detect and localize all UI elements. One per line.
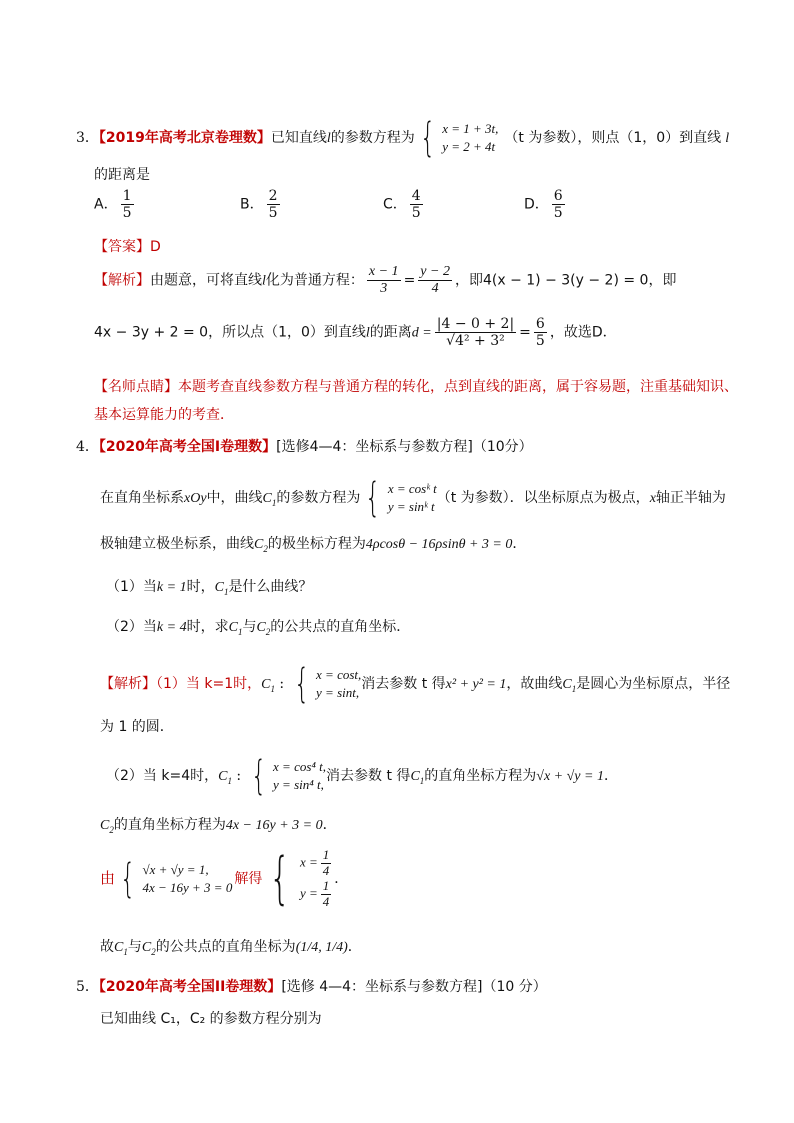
analysis-line-2 [94,316,617,349]
option-a [94,188,137,221]
equation-line: y = sint, [316,685,360,700]
var-l: l [725,131,730,146]
frac-num: x − 1 [367,264,401,281]
question-text: 轴正半轴为 [655,490,726,506]
var-l: l [262,273,266,289]
circle-equation: x² + y² = 1 [445,677,507,692]
question-text: 的参数方程为 [330,130,415,146]
line-equation: 4x − 16y + 3 = 0 [225,818,323,833]
solution-text: 是圆心为坐标原点，半径 [576,676,731,692]
equation-line: y = sinᵏ t [387,499,435,514]
var-c1: $C_1$ [114,940,128,957]
solution-line-1: 【解析】（1）当 k=1时，$C_1$ : { x = cost, y = sint, 消去参数 t 得x² + y² = 1，故曲线$C_1$是圆心为坐标原点，半径 [100,661,731,707]
equals: = [403,272,416,289]
question-text: 时，求 [186,619,229,635]
solution-line-3: $C_2$的直角坐标方程为4x − 16y + 3 = 0． [100,817,337,835]
question-text: 时， [186,579,215,595]
analysis-text: ，故选D． [549,324,617,341]
frac-den: √4² + 3² [446,333,505,350]
option-b [240,188,283,221]
question-text: （t 为参数），则点（1，0）到直线 [504,130,722,146]
left-brace-icon: { [365,475,381,521]
q4-sub-1 [106,576,312,597]
equation-line: x = cos⁴ t, [273,758,327,774]
option-label: D． [524,196,549,213]
frac-den: 5 [411,205,421,222]
question-text: 中，曲线 [206,490,263,506]
option-c [383,188,426,221]
question-number: 5． [76,979,99,995]
frac-den: 5 [122,205,132,222]
left-brace-icon: { [120,855,136,902]
source-tag: 【2019年高考北京卷理数】 [98,130,271,146]
var-c1: $C_1$ [218,769,232,786]
var-c1: $C_1$ [214,580,229,597]
analysis-text: ，即4(x − 1) − 3(y − 2) = 0，即 [454,272,677,289]
frac-num: y − 2 [418,264,452,281]
analysis-line-1 [94,264,676,297]
solution-text: 解得 [234,870,263,887]
frac-den: 5 [535,333,545,350]
left-brace-icon: { [419,115,436,161]
left-brace-icon: { [293,661,309,707]
comment-text: 本题考查直线参数方程与普通方程的转化，点到直线的距离，属于容易题，注重基础知识、 [178,379,738,395]
question-text: （1）当 [106,579,157,595]
question-5-header [76,976,547,996]
solution-text: 由 [100,868,116,887]
var-c2: $C_2$ [141,940,156,957]
topic-text: [选修 4—4：坐标系与参数方程]（10 分） [281,979,547,995]
frac-num: 4 [411,188,421,204]
var-c1: $C_1$ [262,491,277,508]
var-c2: $C_2$ [254,537,268,554]
frac-den: 5 [268,205,278,222]
analysis-text: 由题意，可将直线 [150,272,262,289]
question-text: 已知曲线 C₁，C₂ 的参数方程分别为 [100,1011,322,1027]
option-label: C． [383,196,407,213]
answer-tag: 【答案】 [94,239,150,255]
sqrt-equation: √x + √y = 1 [536,769,604,784]
q4-para-2: 极轴建立极坐标系，曲线$C_2$的极坐标方程为4ρcosθ − 16ρsinθ + 3 = 0． [100,536,527,554]
question-text: 极轴建立极坐标系，曲线 [100,536,254,552]
x-solution: x = $\frac{1}{4}$ [299,847,330,878]
answer-line [94,236,161,256]
solution-text-2: 为 1 的圆． [100,719,174,735]
solution-text: 消去参数 t 得 [361,676,446,692]
solution-text: 故 [100,939,114,955]
var-l: l [326,131,331,146]
param-system [415,115,499,161]
left-brace-icon: { [269,845,291,911]
var-l: l [365,325,370,341]
var-xoy: xOy [184,491,207,506]
option-d [524,188,568,221]
question-text: 在直角坐标系 [100,490,184,506]
analysis-tag: 【解析】 [94,272,150,289]
question-text: 与 [242,619,257,635]
var-c1: $C_1$ [410,769,425,786]
source-tag: 【2020年高考全国II卷理数】 [98,979,282,995]
question-number: 4． [76,439,99,455]
frac-den: 5 [553,205,563,222]
solution-line-4: 由 { √x + √y = 1, 4x − 16y + 3 = 0 解得 { x = $\frac{1}{4}$ y = $\frac{1}{4}$ ． [100,845,349,911]
solution-text: ，故曲线 [506,676,563,692]
question-text: 的公共点的直角坐标． [270,619,411,635]
equation-line: 4x − 16y + 3 = 0 [142,879,233,895]
analysis-text: 的距离 [369,324,412,341]
analysis-text: 4x − 3y + 2 = 0，所以点（1，0）到直线 [94,324,366,341]
equation-line: √x + √y = 1, [142,861,209,877]
frac-num: |4 − 0 + 2| [436,316,515,332]
solution-text: 的直角坐标方程为 [424,768,537,784]
option-label: B． [240,196,264,213]
var-c1: $C_1$ [228,620,243,637]
var-c1: $C_1$ [261,677,275,694]
question-text: （t 为参数）．以坐标原点为极点， [436,490,650,506]
var-x: x [649,491,656,506]
question-3-header [76,115,730,161]
equation-line: y = 2 + 4t [442,139,496,154]
polar-equation: 4ρcosθ − 16ρsinθ + 3 = 0 [365,537,513,552]
question-number: 3． [76,130,99,146]
k-value: k = 1 [156,580,187,595]
comment-tag: 【名师点睛】 [94,379,178,395]
coordinate-result: (1/4, 1/4) [295,940,348,955]
frac-den: 4 [431,281,439,297]
question-text: （2）当 [106,619,157,635]
q4-sub-2 [106,616,410,637]
frac-num: 2 [268,188,278,204]
topic-text: [选修4—4：坐标系与参数方程]（10分） [276,439,533,455]
analysis-text: 化为普通方程： [265,272,364,289]
solution-text: 消去参数 t 得 [326,768,411,784]
solution-text: 的直角坐标方程为 [113,817,226,833]
frac-num: 6 [535,316,545,332]
solution-tag: 【解析】 [100,676,156,692]
distance-d: d = [411,325,432,341]
q4-para-1 [100,475,726,521]
left-brace-icon: { [250,753,266,799]
question-4-header [76,436,533,456]
solution-line-2: （2）当 k=4时，$C_1$ : { x = cos⁴ t, y = sin⁴ t, 消去参数 t 得$C_1$的直角坐标方程为√x + √y = 1． [106,753,618,799]
question-text: 的极坐标方程为 [267,536,366,552]
var-c2: $C_2$ [100,818,114,835]
question-text: 的参数方程为 [276,490,361,506]
frac-num: 6 [553,188,563,204]
equation-line: x = 1 + 3t, [442,120,499,136]
var-c1: $C_1$ [562,677,577,694]
question-text-line2: 的距离是 [94,167,150,183]
equation-line: x = cost, [316,666,362,682]
k-value: k = 4 [156,620,187,635]
y-solution: y = $\frac{1}{4}$ [299,877,330,909]
question-text: 是什么曲线？ [228,579,313,595]
equation-line: y = sin⁴ t, [273,777,324,792]
question-text: 已知直线 [270,130,327,146]
solution-text: （1）当 k=1时， [156,676,262,692]
solution-line-5: 故$C_1$与$C_2$的公共点的直角坐标为(1/4, 1/4)． [100,939,362,957]
comment-line-1 [94,376,738,396]
solution-text: 与 [127,939,142,955]
var-c2: $C_2$ [256,620,271,637]
comment-text-2: 基本运算能力的考查． [94,407,234,423]
frac-num: 1 [122,188,132,204]
equals: = [519,324,531,341]
frac-den: 3 [380,281,388,297]
answer-value: D [150,239,161,255]
solution-text: 的公共点的直角坐标为 [155,939,296,955]
source-tag: 【2020年高考全国Ⅰ卷理数】 [98,439,277,455]
equation-line: x = cosᵏ t [387,480,437,496]
option-label: A． [94,196,118,213]
solution-text: （2）当 k=4时， [106,768,219,784]
